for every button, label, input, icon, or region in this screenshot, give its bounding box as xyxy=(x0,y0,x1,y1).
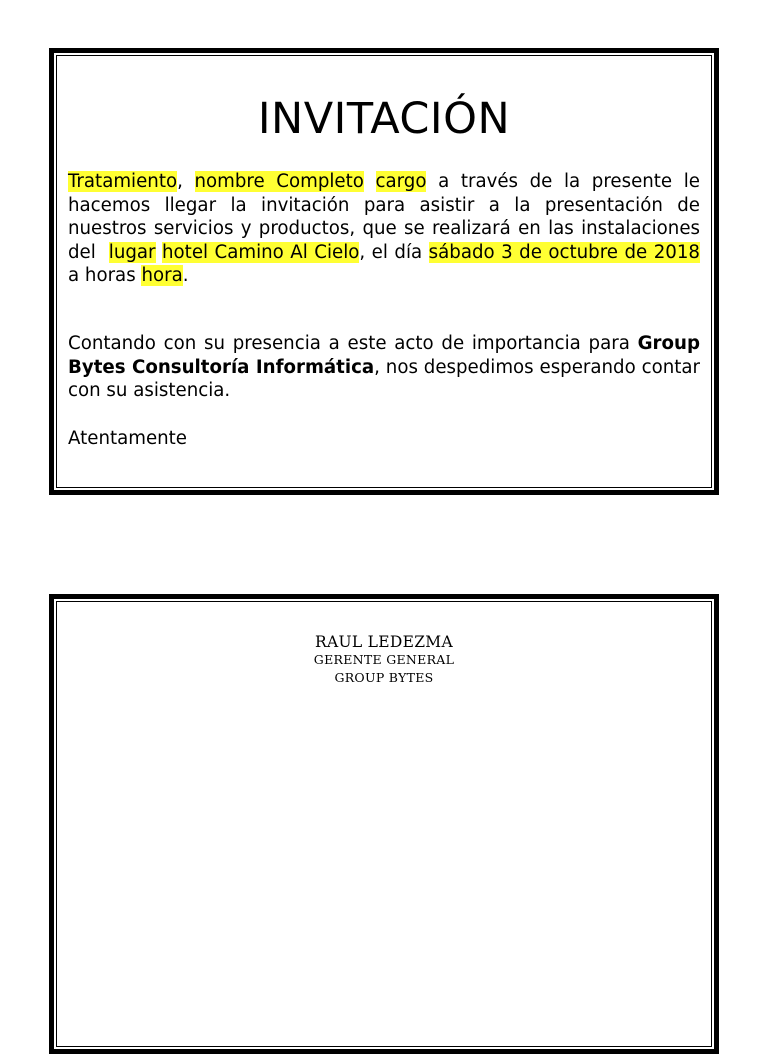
invitation-text-1: a través de la presente le hacemos llegar la invitación para asistir a la presentación de nuestros servicios y productos, que se realizará en las instalaciones del xyxy=(68,171,700,263)
signature-card xyxy=(49,594,719,1054)
place-field: lugar xyxy=(108,241,156,263)
venue-field: hotel Camino Al Cielo xyxy=(162,241,360,263)
period-text: . xyxy=(182,265,189,287)
company-name: Group Bytes Consultoría Informática xyxy=(68,333,700,378)
invitation-paragraph-2 xyxy=(68,332,700,403)
position-field: cargo xyxy=(375,171,427,192)
signer-name: RAUL LEDEZMA xyxy=(315,633,453,651)
closing-text-2: , nos despedimos esperando contar con su asistencia. xyxy=(68,356,700,402)
date-field: sábado 3 de octubre de 2018 xyxy=(428,241,700,263)
invitation-title: INVITACIÓN xyxy=(257,94,511,144)
full-name-field: nombre Completo xyxy=(194,171,364,192)
closing-text-1: Contando con su presencia a este acto de importancia para xyxy=(68,333,630,354)
signer-company: GROUP BYTES xyxy=(334,670,434,685)
invitation-paragraph-1 xyxy=(68,170,700,288)
signature-block xyxy=(54,633,714,687)
signer-role: GERENTE GENERAL xyxy=(313,652,455,667)
treatment-field: Tratamiento xyxy=(68,171,178,192)
time-field: hora xyxy=(141,265,183,287)
comma-text: , xyxy=(177,171,183,192)
closing-salutation: Atentamente xyxy=(68,428,188,449)
invitation-text-2: , el día xyxy=(359,241,423,263)
invitation-text-3: a horas xyxy=(68,265,136,287)
invitation-card xyxy=(49,48,719,495)
